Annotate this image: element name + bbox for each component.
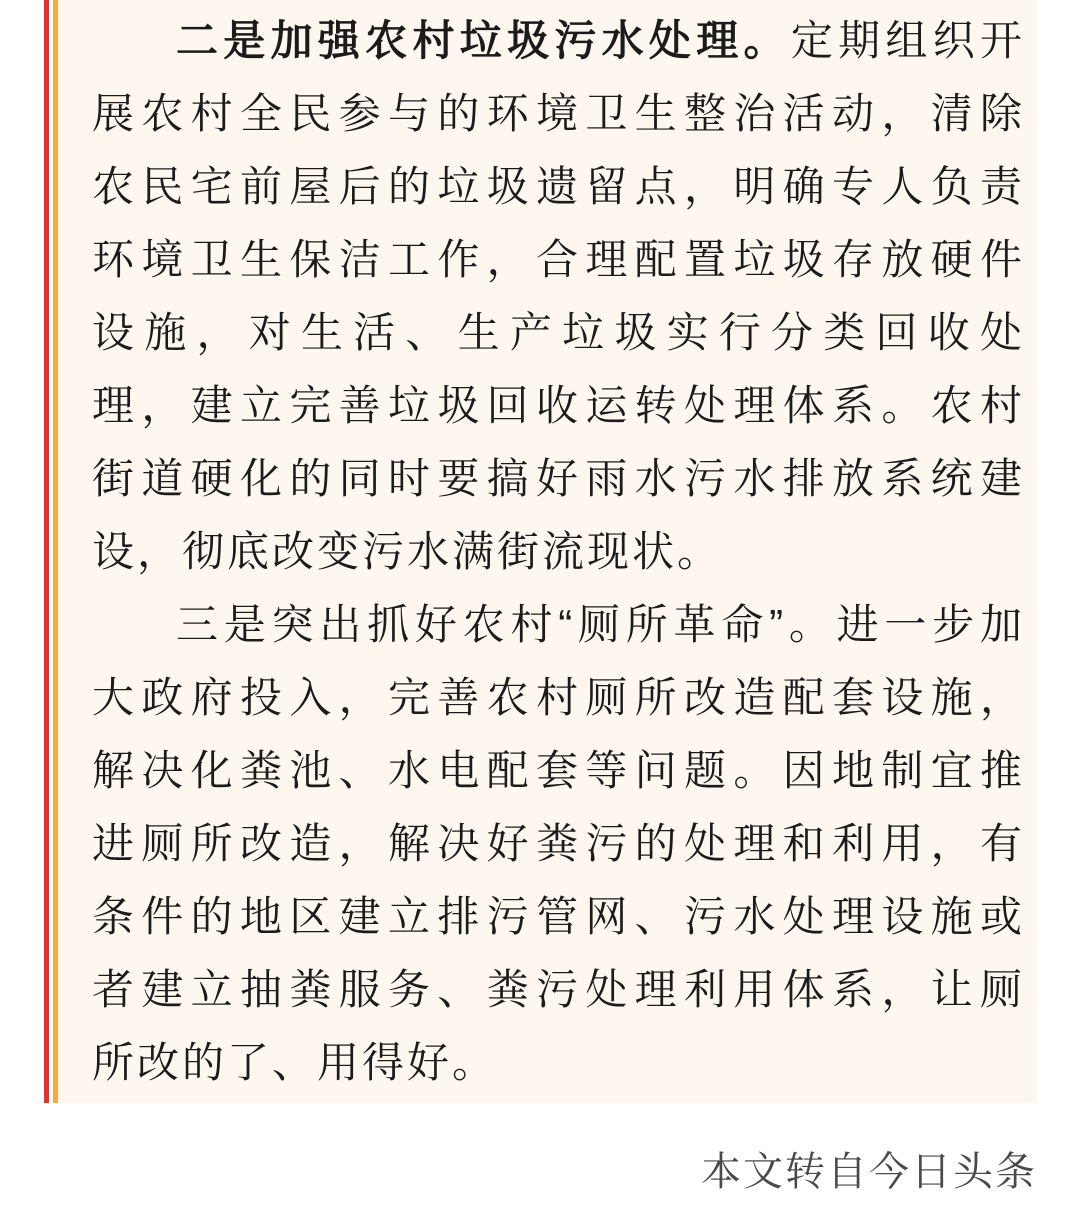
text-line: 解决化粪池、水电配套等问题。因地制宜推 — [92, 747, 1022, 794]
paragraph-3-last-line: 所改的了、用得好。 — [92, 1039, 498, 1086]
text-line: 理，建立完善垃圾回收运转处理体系。农村 — [92, 382, 1022, 429]
paragraph-2-lead-rest: 定期组织开 — [790, 17, 1022, 64]
source-attribution: 本文转自今日头条 — [701, 1150, 1037, 1194]
text-line: 环境卫生保洁工作，合理配置垃圾存放硬件 — [92, 236, 1022, 283]
article-panel — [58, 0, 1037, 1103]
text-line: 者建立抽粪服务、粪污处理利用体系，让厕 — [92, 966, 1022, 1013]
paragraph-2-lead-line — [92, 4, 1022, 77]
accent-line-red — [44, 0, 49, 1103]
text-line: 街道硬化的同时要搞好雨水污水排放系统建 — [92, 455, 1022, 502]
text-line: 进厕所改造，解决好粪污的处理和利用，有 — [92, 820, 1022, 867]
text-line: 条件的地区建立排污管网、污水处理设施或 — [92, 893, 1022, 940]
text-line: 农民宅前屋后的垃圾遗留点，明确专人负责 — [92, 163, 1022, 210]
paragraph-3-lead-line: 三是突出抓好农村“厕所革命”。进一步加 — [176, 601, 1022, 648]
paragraph-2-last-line: 设，彻底改变污水满街流现状。 — [92, 528, 723, 575]
text-line: 大政府投入，完善农村厕所改造配套设施， — [92, 674, 1022, 721]
paragraph-2-lead-bold: 二是加强农村垃圾污水处理。 — [176, 17, 791, 64]
text-line: 设施，对生活、生产垃圾实行分类回收处 — [92, 309, 1022, 356]
article-body — [58, 0, 1037, 1099]
text-line: 展农村全民参与的环境卫生整治活动，清除 — [92, 90, 1022, 137]
